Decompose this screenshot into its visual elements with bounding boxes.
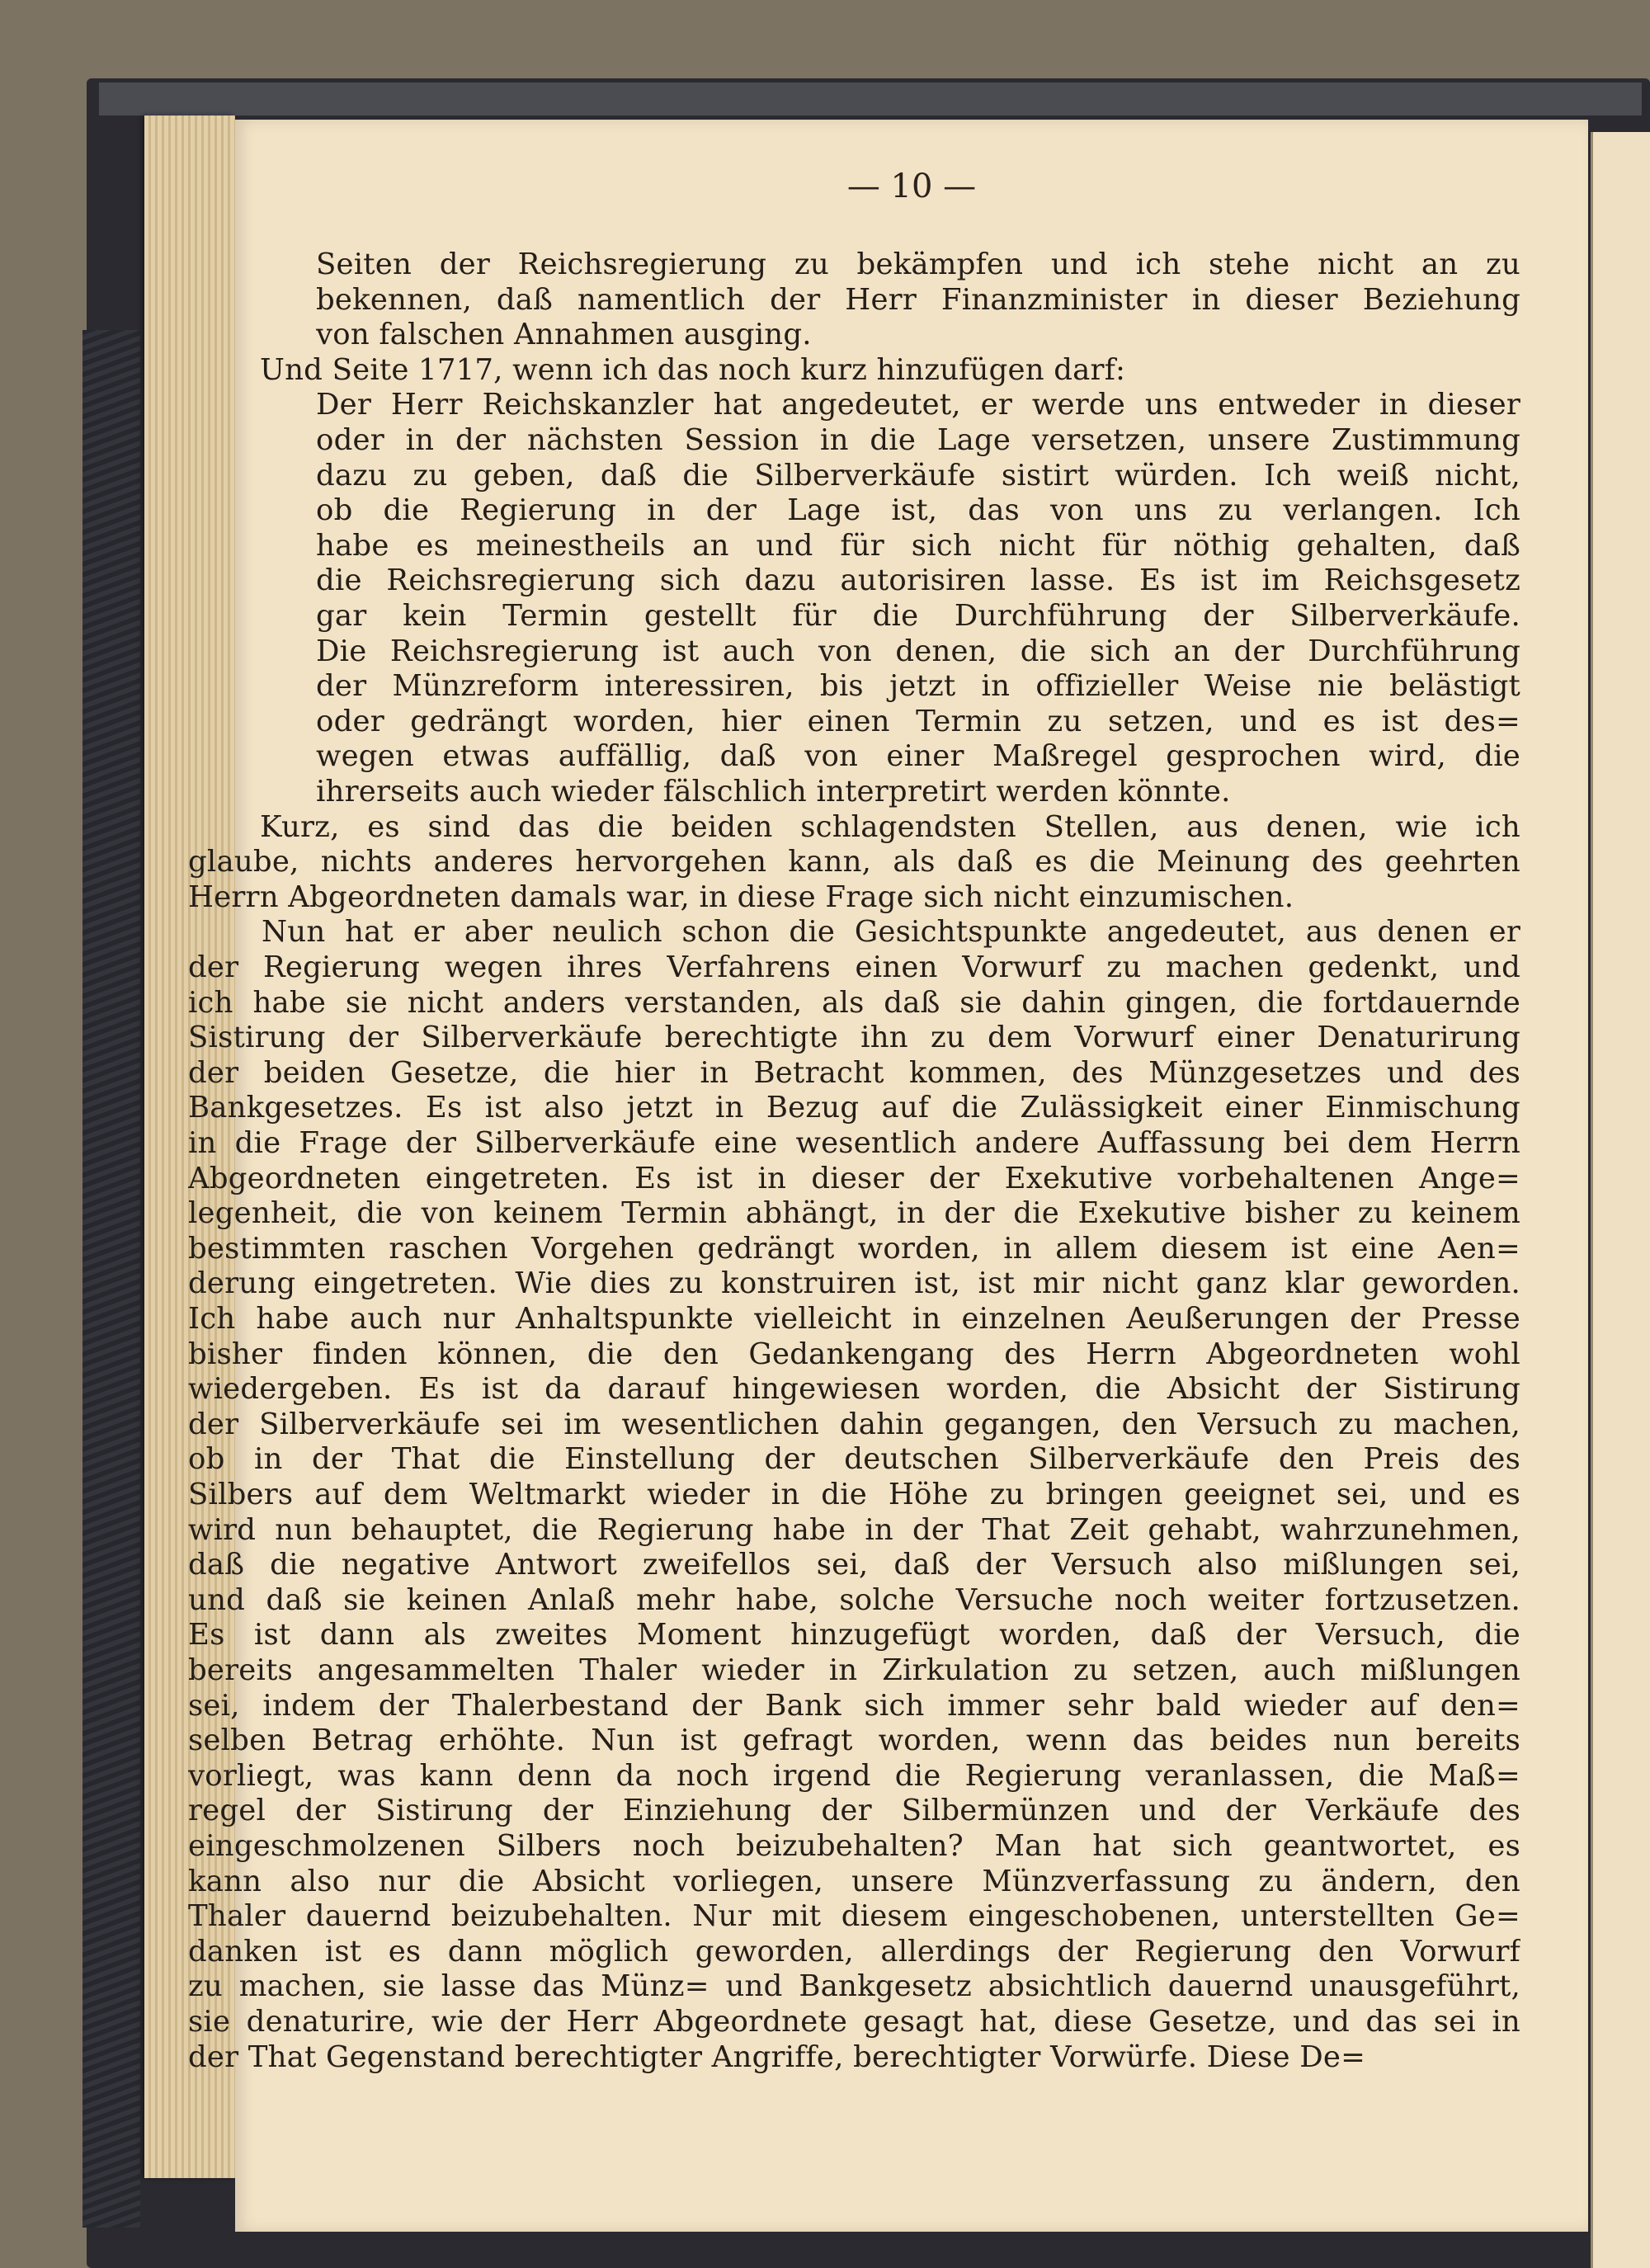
text-line: kann also nur die Absicht vorliegen, unsere Münzverfassung zu ändern, den bbox=[188, 1864, 1520, 1898]
text-line: derung eingetreten. Wie dies zu konstruiren ist, ist mir nicht ganz klar geworden. bbox=[188, 1266, 1520, 1301]
text-line: ihrerseits auch wieder fälschlich interpretirt werden könnte. bbox=[316, 775, 1231, 809]
text-line: selben Betrag erhöhte. Nun ist gefragt worden, wenn das beides nun bereits bbox=[188, 1723, 1520, 1758]
text-line: und daß sie keinen Anlaß mehr habe, solche Versuche noch weiter fortzusetzen. bbox=[188, 1582, 1520, 1617]
text-line: sie denaturire, wie der Herr Abgeordnete gesagt hat, diese Gesetze, und das sei in bbox=[188, 2005, 1520, 2039]
text-line: wegen etwas auffällig, daß von einer Maßregel gesprochen wird, die bbox=[316, 739, 1520, 774]
text-line: Thaler dauernd beizubehalten. Nur mit diesem eingeschobenen, unterstellten Ge= bbox=[188, 1899, 1520, 1934]
text-line: Seiten der Reichsregierung zu bekämpfen und ich stehe nicht an zu bbox=[316, 248, 1520, 281]
text-line: legenheit, die von keinem Termin abhängt, in der die Exekutive bisher zu keinem bbox=[188, 1196, 1520, 1231]
text-line: Der Herr Reichskanzler hat angedeutet, er werde uns entweder in dieser bbox=[316, 388, 1520, 422]
text-line: gar kein Termin gestellt für die Durchführung der Silberverkäufe. bbox=[316, 599, 1520, 633]
text-line: die Reichsregierung sich dazu autorisiren lasse. Es ist im Reichsgesetz bbox=[316, 563, 1520, 598]
text-line: wiedergeben. Es ist da darauf hingewiesen worden, die Absicht der Sistirung bbox=[188, 1372, 1520, 1407]
text-line: der That Gegenstand berechtigter Angriffe, berechtigter Vorwürfe. Diese De= bbox=[188, 2039, 1366, 2074]
text-line: wird nun behauptet, die Regierung habe in der That Zeit gehabt, wahrzunehmen, bbox=[188, 1512, 1520, 1547]
text-line: bekennen, daß namentlich der Herr Finanzminister in dieser Beziehung bbox=[316, 282, 1520, 317]
text-line: oder in der nächsten Session in die Lage versetzen, unsere Zustimmung bbox=[316, 423, 1520, 457]
text-line: Silbers auf dem Weltmarkt wieder in die Höhe zu bringen geeignet sei, und es bbox=[188, 1478, 1520, 1511]
text-line: von falschen Annahmen ausging. bbox=[316, 318, 812, 352]
text-line: der beiden Gesetze, die hier in Betracht kommen, des Münzgesetzes und des bbox=[188, 1055, 1520, 1090]
text-line: ob in der That die Einstellung der deutschen Silberverkäufe den Preis des bbox=[188, 1442, 1520, 1477]
text-line: sei, indem der Thalerbestand der Bank sich immer sehr bald wieder auf den= bbox=[188, 1688, 1520, 1723]
text-line: vorliegt, was kann denn da noch irgend die Regierung veranlassen, die Maß= bbox=[188, 1758, 1520, 1793]
text-line: Es ist dann als zweites Moment hinzugefügt worden, daß der Versuch, die bbox=[188, 1618, 1520, 1653]
text-line: Abgeordneten eingetreten. Es ist in dieser der Exekutive vorbehaltenen Ange= bbox=[188, 1161, 1520, 1195]
text-line: daß die negative Antwort zweifellos sei, daß der Versuch also mißlungen sei, bbox=[188, 1548, 1520, 1582]
page-number: — 10 — bbox=[846, 167, 977, 205]
text-line: glaube, nichts anderes hervorgehen kann, als daß es die Meinung des geehrten bbox=[188, 845, 1520, 879]
text-line: in die Frage der Silberverkäufe eine wesentlich andere Auffassung bei dem Herrn bbox=[188, 1126, 1520, 1160]
text-line: Bankgesetzes. Es ist also jetzt in Bezug auf die Zulässigkeit einer Einmischung bbox=[188, 1091, 1520, 1125]
text-line: danken ist es dann möglich geworden, allerdings der Regierung den Vorwurf bbox=[188, 1934, 1520, 1969]
text-line: ich habe sie nicht anders verstanden, als daß sie dahin gingen, die fortdauernde bbox=[188, 985, 1520, 1020]
text-line: bereits angesammelten Thaler wieder in Zirkulation zu setzen, auch mißlungen bbox=[188, 1653, 1520, 1687]
text-line: Kurz, es sind das die beiden schlagendsten Stellen, aus denen, wie ich bbox=[260, 809, 1520, 844]
text-line: Sistirung der Silberverkäufe berechtigte ihn zu dem Vorwurf einer Denaturirung bbox=[188, 1021, 1520, 1055]
text-line: Die Reichsregierung ist auch von denen, die sich an der Durchführung bbox=[316, 634, 1520, 668]
text-line: regel der Sistirung der Einziehung der Silbermünzen und der Verkäufe des bbox=[188, 1794, 1520, 1828]
text-line: bisher finden können, die den Gedankengang des Herrn Abgeordneten wohl bbox=[188, 1337, 1520, 1371]
text-line: bestimmten raschen Vorgehen gedrängt worden, in allem diesem ist eine Aen= bbox=[188, 1231, 1520, 1266]
text-line: oder gedrängt worden, hier einen Termin zu setzen, und es ist des= bbox=[316, 704, 1520, 738]
text-line: ob die Regierung in der Lage ist, das von uns zu verlangen. Ich bbox=[316, 493, 1520, 528]
text-line: der Münzreform interessiren, bis jetzt in offizieller Weise nie belästigt bbox=[316, 669, 1520, 704]
text-line: eingeschmolzenen Silbers noch beizubehalten? Man hat sich geantwortet, es bbox=[188, 1829, 1520, 1863]
text-line: Und Seite 1717, wenn ich das noch kurz hinzufügen darf: bbox=[260, 352, 1126, 387]
text-line: der Regierung wegen ihres Verfahrens einen Vorwurf zu machen gedenkt, und bbox=[188, 950, 1520, 984]
text-line: Ich habe auch nur Anhaltspunkte vielleicht in einzelnen Aeußerungen der Presse bbox=[188, 1302, 1520, 1336]
text-line: habe es meinestheils an und für sich nicht für nöthig gehalten, daß bbox=[316, 528, 1520, 563]
text-line: dazu zu geben, daß die Silberverkäufe sistirt würden. Ich weiß nicht, bbox=[316, 458, 1520, 493]
text-line: Nun hat er aber neulich schon die Gesichtspunkte angedeutet, aus denen er bbox=[262, 915, 1520, 950]
text-line: zu machen, sie lasse das Münz= und Bankgesetz absichtlich dauernd unausgeführt, bbox=[188, 1969, 1520, 2004]
text-line: der Silberverkäufe sei im wesentlichen dahin gegangen, den Versuch zu machen, bbox=[188, 1407, 1520, 1441]
text-line: Herrn Abgeordneten damals war, in diese Frage sich nicht einzumischen. bbox=[188, 879, 1294, 914]
